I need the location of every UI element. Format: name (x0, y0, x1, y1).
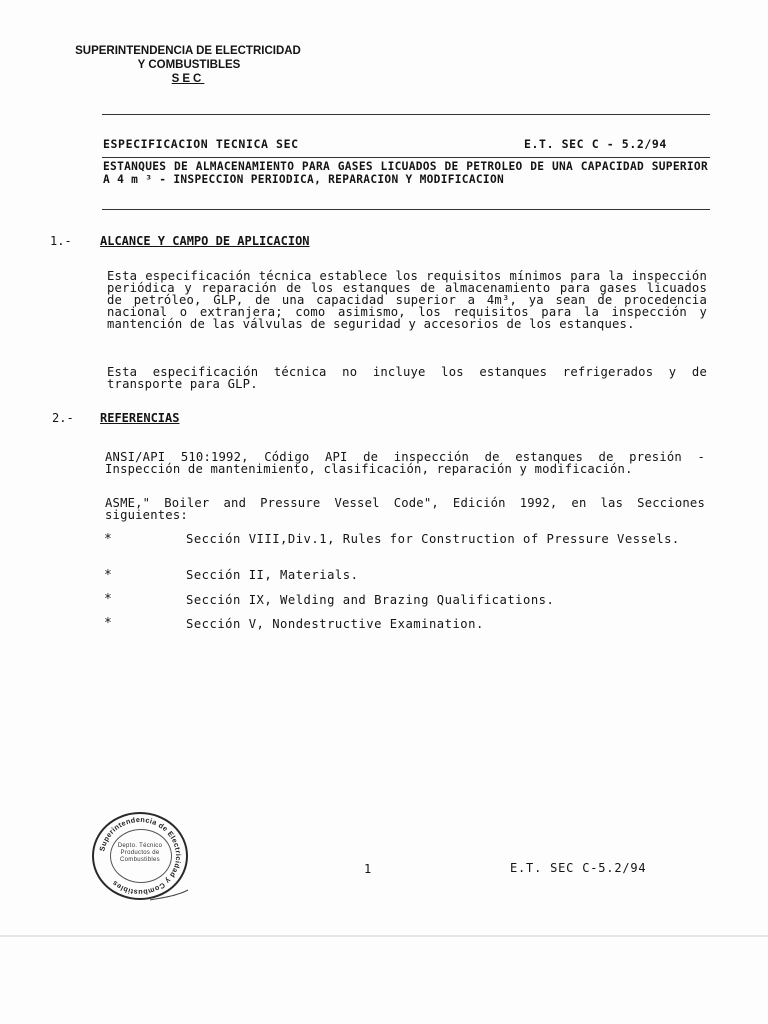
org-name-line1: SUPERINTENDENCIA DE ELECTRICIDAD (75, 45, 301, 57)
signature-mark (148, 888, 190, 904)
list-bullet: * (104, 532, 112, 547)
list-item: Sección II, Materials. (186, 568, 359, 582)
section-2-paragraph-1: ANSI/API 510:1992, Código API de inspección de estanques de presión - Inspección de mantenimiento, clasificación, reparación y modificación. (105, 450, 705, 476)
official-stamp (92, 812, 188, 900)
stamp-dept-line2: Productos de (120, 850, 160, 856)
stamp-department (94, 843, 186, 864)
org-name-line2: Y COMBUSTIBLES (137, 59, 241, 71)
list-bullet: * (104, 568, 112, 583)
stamp-dept-line1: Depto. Técnico (117, 843, 163, 849)
org-abbreviation: SEC (171, 73, 205, 85)
doc-code: E.T. SEC C - 5.2/94 (524, 137, 667, 151)
list-item: Sección V, Nondestructive Examination. (186, 617, 484, 631)
section-2-paragraph-2: ASME," Boiler and Pressure Vessel Code", Edición 1992, en las Secciones siguientes: (105, 496, 705, 522)
stamp-dept-line3: Combustibles (120, 857, 160, 863)
page-number: 1 (364, 862, 372, 876)
spec-label: ESPECIFICACION TECNICA SEC (103, 137, 299, 151)
section-1-number: 1.- (50, 234, 72, 248)
list-item: Sección VIII,Div.1, Rules for Construction of Pressure Vessels. (186, 532, 680, 546)
title-bottom-divider (102, 209, 710, 210)
section-2-heading: REFERENCIAS (100, 411, 180, 425)
header-divider (102, 114, 710, 115)
title-top-divider (102, 157, 710, 158)
section-2-number: 2.- (52, 411, 74, 425)
doc-title: ESTANQUES DE ALMACENAMIENTO PARA GASES LICUADOS DE PETROLEO DE UNA CAPACIDAD SUPERIOR A 4 m ³ - INSPECCION PERIODICA, REPARACION Y MODIFICACION (103, 160, 708, 186)
list-bullet: * (104, 592, 112, 607)
stamp-ring-label: Superintendencia de Electricidad y Combustibles (97, 814, 184, 898)
section-1-paragraph-1: Esta especificación técnica establece los requisitos mínimos para la inspección periódica y reparación de los estanques de almacenamiento para gases licuados de petróleo, GLP, de una capacidad superior a 4m³, ya sean de procedencia nacional o extranjera; como asimismo, los requisitos para la inspección y mantención de las válvulas de seguridad y accesorios de los estanques. (107, 269, 707, 331)
section-1-paragraph-2: Esta especificación técnica no incluye los estanques refrigerados y de transporte para GLP. (107, 365, 707, 391)
footer-doc-code: E.T. SEC C-5.2/94 (510, 861, 647, 875)
list-bullet: * (104, 616, 112, 631)
list-item: Sección IX, Welding and Brazing Qualifications. (186, 593, 555, 607)
org-header (62, 44, 314, 86)
section-1-heading: ALCANCE Y CAMPO DE APLICACION (100, 234, 310, 248)
